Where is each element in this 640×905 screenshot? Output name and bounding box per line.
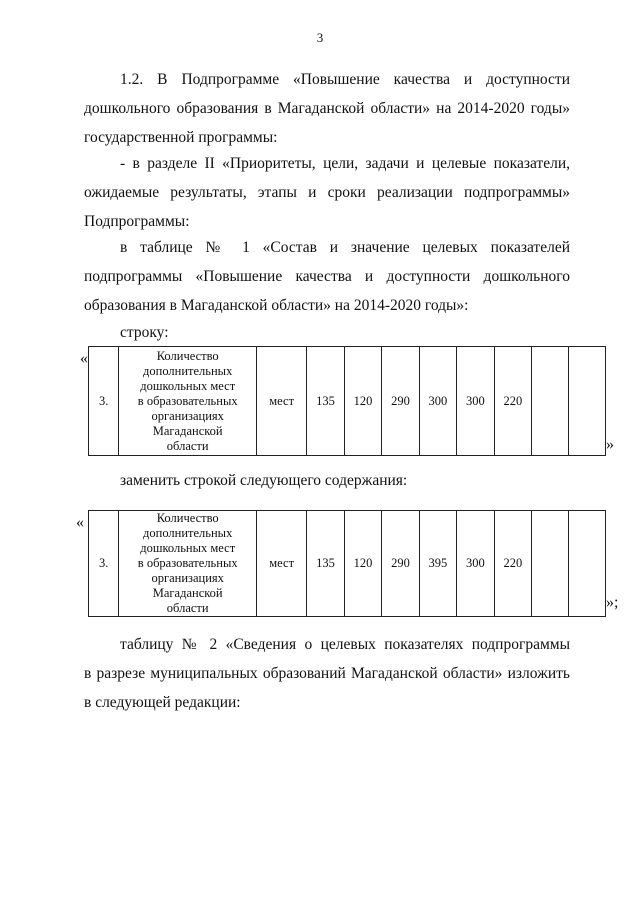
close-quote: »; bbox=[606, 594, 619, 611]
value-cell: 300 bbox=[419, 347, 456, 456]
table-row bbox=[89, 347, 606, 456]
name-line: Магаданской bbox=[152, 423, 223, 438]
value-cell: 290 bbox=[382, 347, 419, 456]
value-cell: 135 bbox=[307, 347, 344, 456]
open-quote: « bbox=[80, 350, 88, 367]
text-line: ожидаемые результаты, этапы и сроки реализации подпрограммы» bbox=[84, 184, 570, 201]
paragraph-table-ref bbox=[84, 233, 570, 320]
name-line: дошкольных мест bbox=[140, 378, 236, 393]
value-cell bbox=[532, 347, 569, 456]
value-cell: 220 bbox=[494, 347, 531, 456]
open-quote: « bbox=[76, 514, 84, 531]
name-line: области bbox=[166, 438, 209, 453]
value-cell bbox=[569, 511, 606, 617]
name-line: области bbox=[166, 601, 209, 615]
text-line: - в разделе II «Приоритеты, цели, задачи и целевые показатели, bbox=[120, 155, 570, 172]
table-row bbox=[89, 511, 606, 617]
value-cell bbox=[532, 511, 569, 617]
close-quote: » bbox=[606, 436, 614, 453]
indicator-name-cell bbox=[119, 347, 257, 456]
old-row-table bbox=[88, 346, 606, 456]
name-line: организациях bbox=[151, 571, 224, 585]
value-cell: 290 bbox=[382, 511, 419, 617]
paragraph-row-label bbox=[84, 318, 570, 347]
text-line: в разрезе муниципальных образований Магаданской области» изложить bbox=[84, 665, 570, 682]
paragraph-amendment-intro bbox=[84, 65, 570, 152]
page-number: 3 bbox=[316, 30, 324, 45]
name-line: в образовательных bbox=[137, 393, 238, 408]
text-line: в следующей редакции: bbox=[84, 694, 241, 711]
name-line: Магаданской bbox=[152, 586, 223, 600]
text-line: государственной программы: bbox=[84, 129, 278, 146]
name-line: дополнительных bbox=[143, 526, 233, 540]
text-line: в таблице № 1 «Состав и значение целевых показателей bbox=[120, 239, 570, 256]
text-line: строку: bbox=[120, 324, 169, 341]
name-line: организациях bbox=[151, 408, 224, 423]
value-cell: 395 bbox=[419, 511, 456, 617]
name-line: Количество bbox=[156, 348, 219, 363]
unit-cell: мест bbox=[257, 347, 307, 456]
row-number-cell: 3. bbox=[89, 347, 119, 456]
new-row-table bbox=[88, 510, 606, 617]
paragraph-table2-ref bbox=[84, 630, 570, 717]
value-cell: 220 bbox=[494, 511, 531, 617]
value-cell: 300 bbox=[457, 347, 494, 456]
value-cell bbox=[569, 347, 606, 456]
indicator-name-cell bbox=[119, 511, 257, 617]
text-line: Подпрограммы: bbox=[84, 213, 190, 230]
value-cell: 300 bbox=[457, 511, 494, 617]
text-line: 1.2. В Подпрограмме «Повышение качества и доступности bbox=[120, 71, 570, 88]
name-line: в образовательных bbox=[137, 556, 238, 570]
value-cell: 135 bbox=[307, 511, 344, 617]
value-cell: 120 bbox=[344, 511, 381, 617]
paragraph-replace-label bbox=[84, 466, 570, 495]
text-line: таблицу № 2 «Сведения о целевых показателях подпрограммы bbox=[120, 636, 570, 653]
name-line: дошкольных мест bbox=[140, 541, 236, 555]
text-line: заменить строкой следующего содержания: bbox=[120, 472, 408, 489]
unit-cell: мест bbox=[257, 511, 307, 617]
text-line: образования в Магаданской области» на 2014-2020 годы»: bbox=[84, 297, 469, 314]
text-line: дошкольного образования в Магаданской области» на 2014-2020 годы» bbox=[84, 100, 570, 117]
row-number-cell: 3. bbox=[89, 511, 119, 617]
name-line: дополнительных bbox=[143, 363, 233, 378]
value-cell: 120 bbox=[344, 347, 381, 456]
name-line: Количество bbox=[156, 511, 219, 525]
paragraph-section-ref bbox=[84, 149, 570, 236]
text-line: подпрограммы «Повышение качества и доступности дошкольного bbox=[84, 268, 570, 285]
